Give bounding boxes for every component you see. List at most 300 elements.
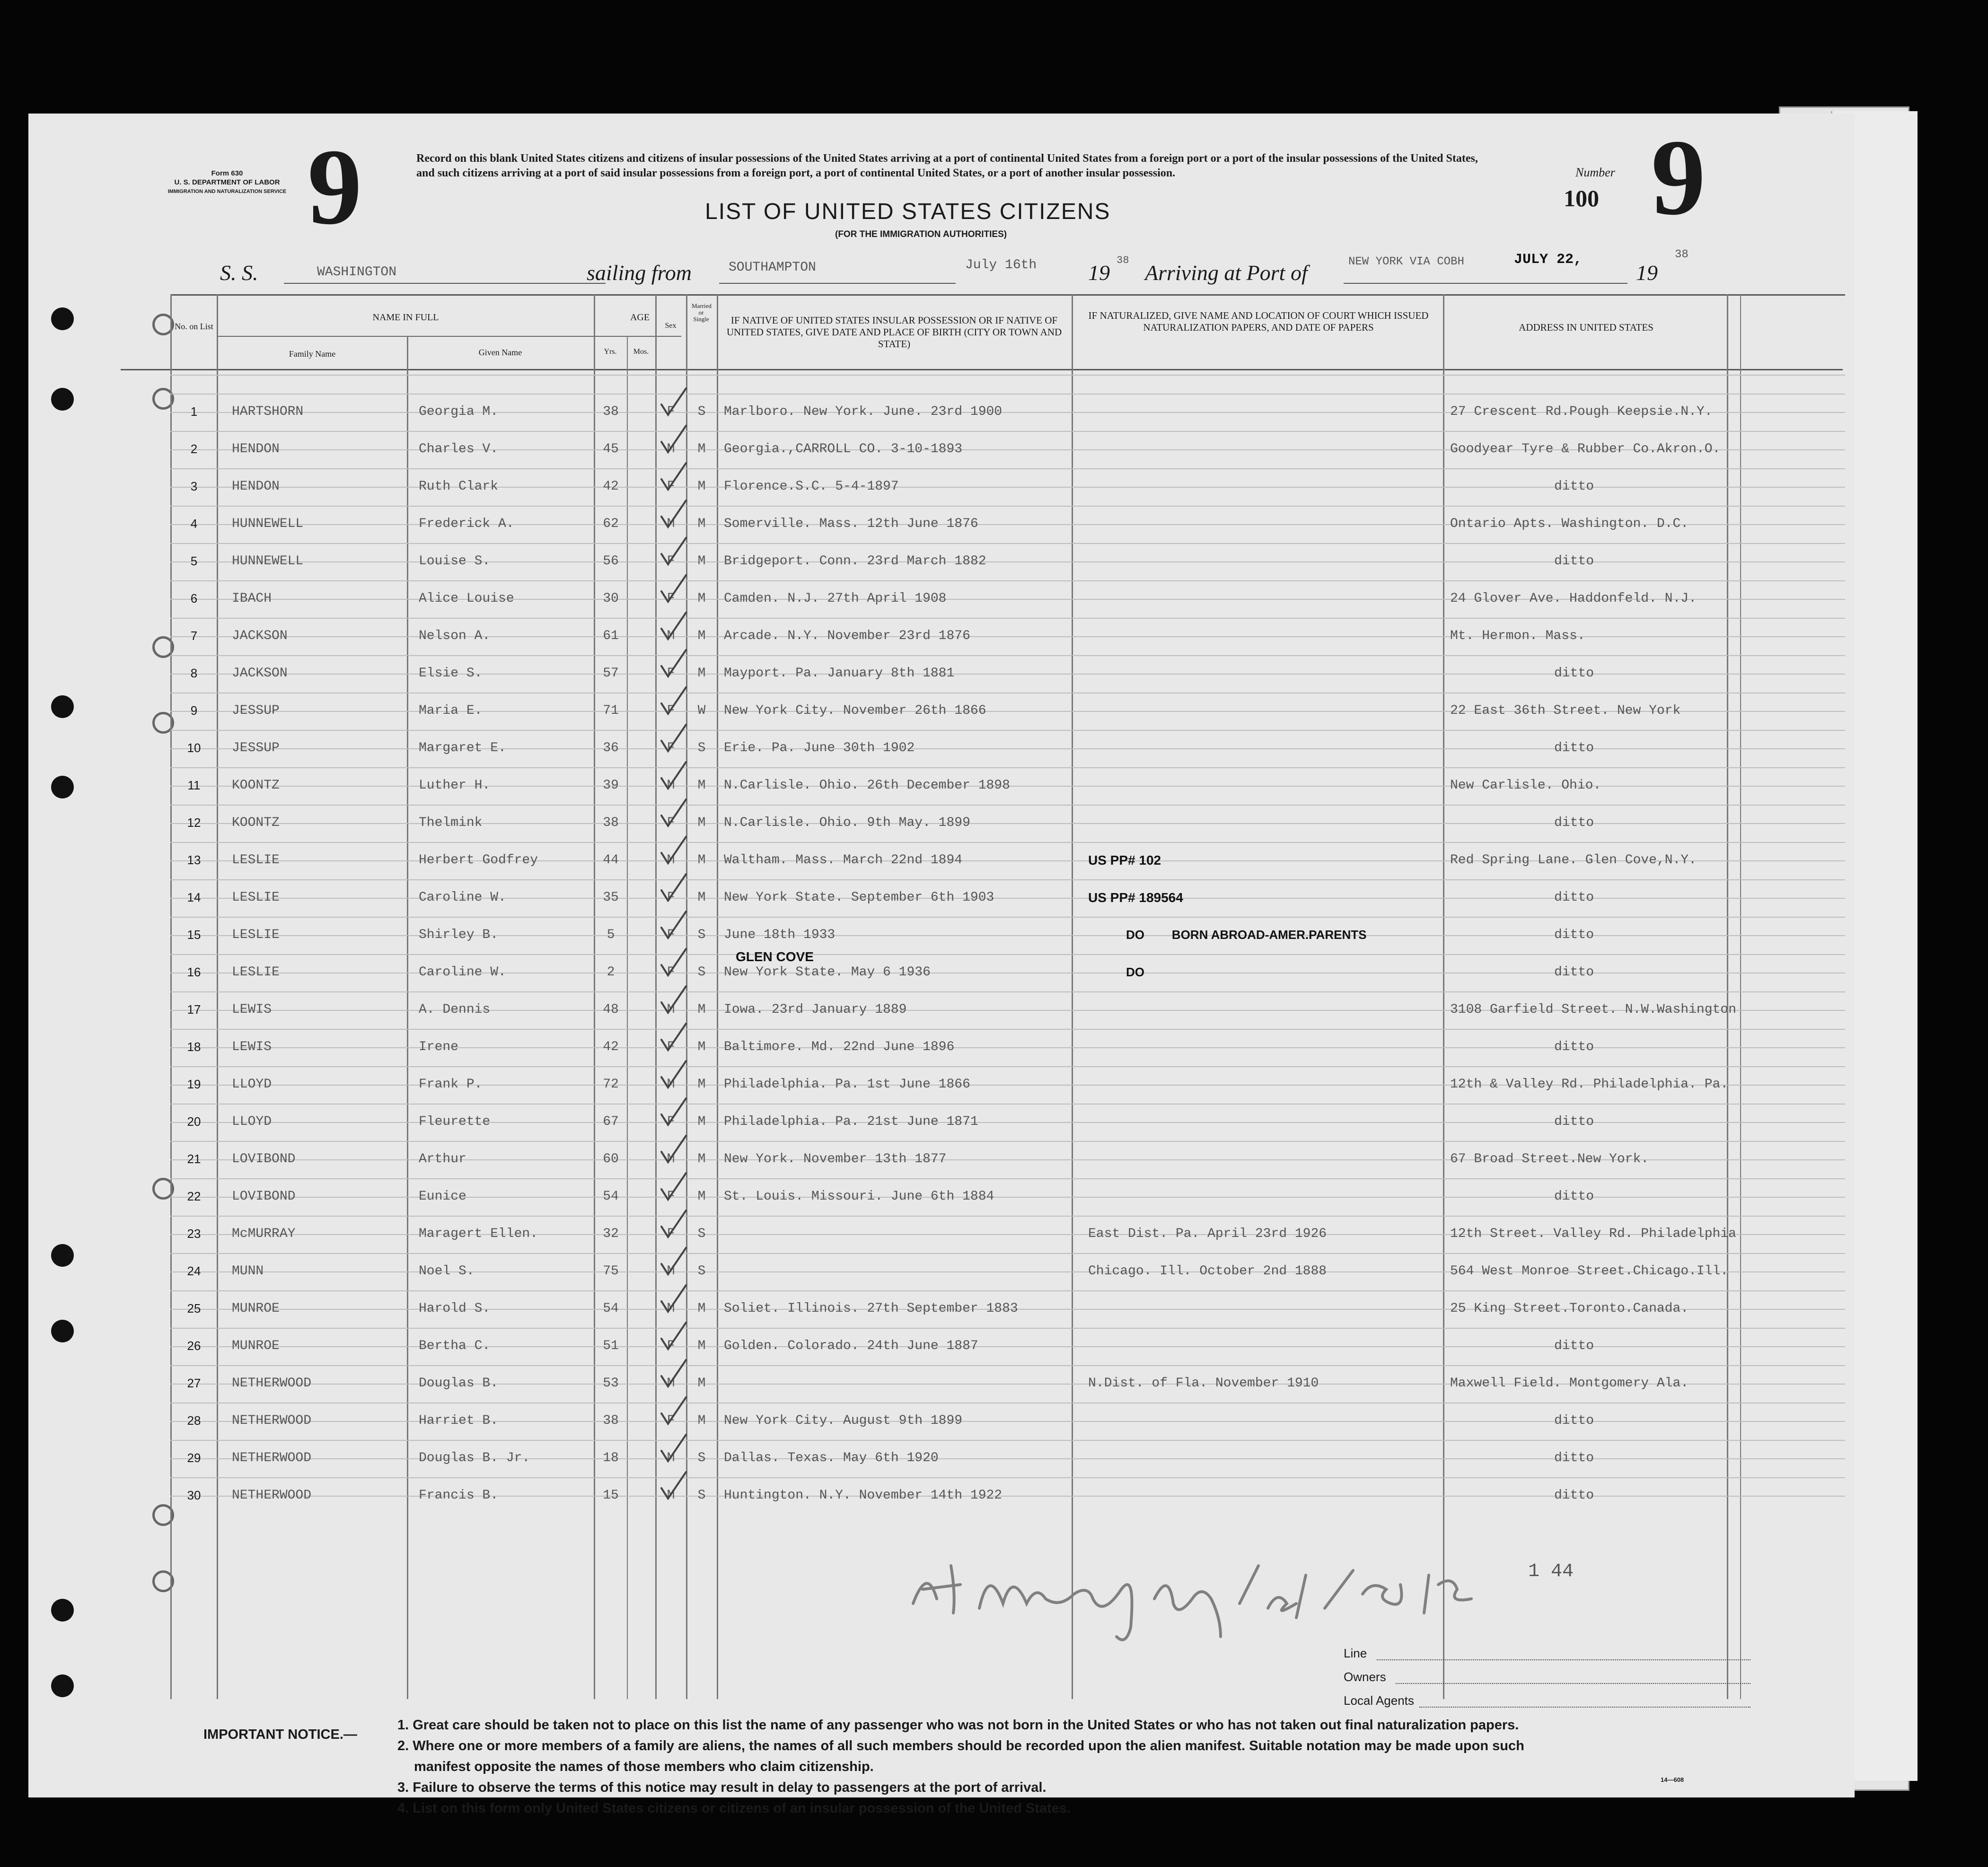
us-address: ditto	[1554, 1451, 1594, 1465]
birth-place-date: New York City. November 26th 1866	[724, 703, 986, 718]
us-address: 24 Glover Ave. Haddonfeld. N.J.	[1450, 591, 1697, 606]
birth-place-date: Philadelphia. Pa. 21st June 1871	[724, 1114, 978, 1129]
age-years: 48	[603, 1002, 619, 1017]
age-years: 2	[607, 965, 615, 980]
departure-port: SOUTHAMPTON	[729, 260, 816, 275]
marital-status: M	[697, 442, 706, 456]
check-mark-icon	[658, 460, 691, 496]
sex: F	[667, 741, 675, 755]
us-address: 12th Street. Valley Rd. Philadelphia	[1450, 1227, 1736, 1241]
sex: F	[667, 703, 675, 718]
page-mark: 1 44	[1528, 1561, 1574, 1582]
naturalization: US PP# 189564	[1088, 890, 1183, 905]
marital-status: S	[697, 965, 706, 980]
sex: F	[667, 479, 675, 494]
marital-status: S	[697, 1451, 706, 1465]
form-code: Form 630	[211, 169, 243, 177]
marital-status: S	[697, 1488, 706, 1503]
birth-place-date: Golden. Colorado. 24th June 1887	[724, 1339, 978, 1353]
age-years: 38	[603, 815, 619, 830]
birth-place-date: Soliet. Illinois. 27th September 1883	[724, 1301, 1018, 1316]
age-header-divider	[594, 336, 681, 337]
birth-place-date: New York City. August 9th 1899	[724, 1413, 963, 1428]
ship-underline	[284, 283, 606, 284]
col-header-age: AGE	[630, 312, 650, 323]
given-name: Elsie S.	[419, 666, 483, 681]
us-address: ditto	[1554, 815, 1594, 830]
us-address: Maxwell Field. Montgomery Ala.	[1450, 1376, 1689, 1391]
marital-status: S	[697, 404, 706, 419]
ruled-line	[170, 431, 1845, 432]
birth-place-date: Baltimore. Md. 22nd June 1896	[724, 1040, 955, 1054]
given-name: Thelmink	[419, 815, 483, 830]
us-address: 3108 Garfield Street. N.W.Washington	[1450, 1002, 1736, 1017]
us-address: ditto	[1554, 1413, 1594, 1428]
birth-place-date: Bridgeport. Conn. 23rd March 1882	[724, 554, 986, 569]
row-number: 28	[187, 1413, 201, 1428]
check-mark-icon	[658, 1432, 691, 1467]
ruled-line	[170, 1216, 1845, 1217]
page-title: LIST OF UNITED STATES CITIZENS	[705, 199, 1111, 224]
age-years: 71	[603, 703, 619, 718]
row-number: 9	[190, 703, 198, 718]
owners-field	[1396, 1683, 1750, 1685]
binder-hole	[51, 1244, 74, 1267]
notice-2: 2. Where one or more members of a family are aliens, the names of all such members should be recorded upon the alien manifest. Suitable notation may be made upon such	[397, 1738, 1524, 1753]
check-mark-icon	[658, 1096, 691, 1131]
header-instructions: Record on this blank United States citizens and citizens of insular possessions of the United States arriving at a port of continental United States from a foreign port or a port of the insular possessions of the United States, and such citizens arriving at a port of said insular possessions from a foreign port, a port of continental United States, or a port of another insular possession.	[416, 152, 1478, 179]
birth-place-date: Florence.S.C. 5-4-1897	[724, 479, 899, 494]
row-number: 15	[187, 928, 201, 942]
marital-status: S	[697, 1227, 706, 1241]
row-number: 29	[187, 1451, 201, 1465]
given-name: Frederick A.	[419, 517, 514, 531]
table-top-border	[170, 294, 1845, 296]
check-mark-icon	[658, 1021, 691, 1056]
us-address: ditto	[1554, 554, 1594, 569]
given-name: A. Dennis	[419, 1002, 491, 1017]
age-years: 38	[603, 404, 619, 419]
big-number-right: 9	[1651, 117, 1706, 237]
birth-place-date: Marlboro. New York. June. 23rd 1900	[724, 404, 1003, 419]
check-mark-icon	[658, 1469, 691, 1505]
ruled-line	[170, 655, 1845, 656]
check-mark-icon	[658, 1208, 691, 1243]
family-name: MUNN	[232, 1264, 264, 1279]
age-years: 54	[603, 1189, 619, 1204]
family-name: HUNNEWELL	[232, 517, 304, 531]
row-number: 26	[187, 1339, 201, 1353]
us-address: ditto	[1554, 1114, 1594, 1129]
sex: M	[667, 629, 675, 643]
sex: F	[667, 1040, 675, 1054]
birth-place-date: Camden. N.J. 27th April 1908	[724, 591, 947, 606]
row-number: 10	[187, 741, 201, 755]
check-mark-icon	[658, 1058, 691, 1094]
family-name: HARTSHORN	[232, 404, 304, 419]
row-number: 1	[190, 404, 198, 419]
marital-status: S	[697, 741, 706, 755]
age-years: 5	[607, 928, 615, 942]
age-years: 18	[603, 1451, 619, 1465]
family-name: KOONTZ	[232, 815, 280, 830]
given-name: Harriet B.	[419, 1413, 499, 1428]
col-header-sex: Sex	[665, 322, 677, 330]
given-name: Maragert Ellen.	[419, 1227, 538, 1241]
age-years: 75	[603, 1264, 619, 1279]
signature-drawing	[908, 1556, 1486, 1627]
col-header-married: Married or Single	[692, 302, 712, 323]
us-address: 22 East 36th Street. New York	[1450, 703, 1681, 718]
check-mark-icon	[658, 834, 691, 869]
owners-label: Owners	[1344, 1670, 1386, 1684]
given-name: Arthur	[419, 1152, 466, 1166]
ruled-line	[170, 805, 1845, 806]
family-name: NETHERWOOD	[232, 1451, 312, 1465]
naturalization: N.Dist. of Fla. November 1910	[1088, 1376, 1319, 1391]
family-name: LLOYD	[232, 1077, 272, 1092]
given-name: Herbert Godfrey	[419, 853, 538, 868]
header-bottom-border	[121, 369, 1843, 370]
row-number: 14	[187, 890, 201, 904]
given-name: Caroline W.	[419, 890, 506, 905]
arriving-label: Arriving at Port of	[1145, 261, 1308, 285]
marital-status: M	[697, 1301, 706, 1316]
given-name: Douglas B. Jr.	[419, 1451, 530, 1465]
check-mark-icon	[658, 871, 691, 907]
sex: M	[667, 1264, 675, 1279]
sex: F	[667, 591, 675, 606]
family-name: HENDON	[232, 479, 280, 494]
row-number: 30	[187, 1488, 201, 1502]
age-years: 67	[603, 1114, 619, 1129]
given-name: Charles V.	[419, 442, 499, 456]
age-years: 56	[603, 554, 619, 569]
notice-3: 3. Failure to observe the terms of this notice may result in delay to passengers at the port of arrival.	[397, 1780, 1047, 1795]
binder-hole	[51, 307, 74, 330]
given-name: Luther H.	[419, 778, 491, 793]
birth-place-date: New York State. September 6th 1903	[724, 890, 994, 905]
us-address: ditto	[1554, 1189, 1594, 1204]
check-mark-icon	[658, 1170, 691, 1206]
year-prefix: 19	[1088, 261, 1110, 285]
age-years: 62	[603, 517, 619, 531]
check-mark-icon	[658, 610, 691, 645]
manifest-sheet	[28, 114, 1855, 1816]
birth-place-date: Georgia.,CARROLL CO. 3-10-1893	[724, 442, 963, 456]
check-mark-icon	[658, 386, 691, 421]
marital-status: M	[697, 1152, 706, 1166]
ruled-line	[170, 618, 1845, 619]
col-divider	[217, 294, 218, 1699]
birth-place-date: Mayport. Pa. January 8th 1881	[724, 666, 955, 681]
marital-status: M	[697, 778, 706, 793]
col-header-given: Given Name	[478, 348, 522, 357]
given-name: Louise S.	[419, 554, 491, 569]
department: U. S. DEPARTMENT OF LABOR	[174, 178, 280, 186]
age-years: 42	[603, 479, 619, 494]
big-number-left: 9	[308, 126, 362, 247]
family-name: McMURRAY	[232, 1227, 296, 1241]
ruled-line	[170, 1253, 1845, 1254]
marital-status: M	[697, 1189, 706, 1204]
line-field	[1377, 1659, 1750, 1661]
given-name: Fleurette	[419, 1114, 491, 1129]
check-mark-icon	[658, 647, 691, 683]
col-header-no: No. on List	[175, 322, 213, 331]
notice-2-cont: manifest opposite the names of those members who claim citizenship.	[414, 1759, 874, 1774]
marital-status: S	[697, 1264, 706, 1279]
naturalization: DO BORN ABROAD-AMER.PARENTS	[1126, 928, 1367, 942]
given-name: Maria E.	[419, 703, 483, 718]
ruled-line	[170, 692, 1845, 693]
binder-hole	[51, 1320, 74, 1342]
sex: M	[667, 1488, 675, 1503]
age-years: 61	[603, 629, 619, 643]
sex: F	[667, 965, 675, 980]
given-name: Georgia M.	[419, 404, 499, 419]
age-years: 35	[603, 890, 619, 905]
col-divider	[627, 336, 628, 1699]
extra-birth-line: GLEN COVE	[736, 949, 814, 964]
check-mark-icon	[658, 1245, 691, 1280]
sex: M	[667, 853, 675, 868]
family-name: NETHERWOOD	[232, 1488, 312, 1503]
given-name: Frank P.	[419, 1077, 483, 1092]
sex: F	[667, 404, 675, 419]
marital-status: M	[697, 1040, 706, 1054]
notice-1: 1. Great care should be taken not to place on this list the name of any passenger who was not born in the United States or who has not taken out final naturalization papers.	[397, 1718, 1519, 1733]
age-years: 42	[603, 1040, 619, 1054]
check-mark-icon	[658, 572, 691, 608]
row-number: 20	[187, 1114, 201, 1129]
marital-status: M	[697, 591, 706, 606]
binder-hole	[51, 695, 74, 718]
age-years: 15	[603, 1488, 619, 1503]
us-address: 67 Broad Street.New York.	[1450, 1152, 1649, 1166]
ruled-line	[170, 468, 1845, 469]
sex: F	[667, 1413, 675, 1428]
us-address: ditto	[1554, 890, 1594, 905]
sex: M	[667, 1376, 675, 1391]
family-name: NETHERWOOD	[232, 1413, 312, 1428]
sex: M	[667, 1451, 675, 1465]
age-years: 60	[603, 1152, 619, 1166]
family-name: MUNROE	[232, 1301, 280, 1316]
birth-place-date: Dallas. Texas. May 6th 1920	[724, 1451, 939, 1465]
birth-place-date: N.Carlisle. Ohio. 26th December 1898	[724, 778, 1010, 793]
naturalization: US PP# 102	[1088, 853, 1161, 868]
ruled-line	[170, 1029, 1845, 1030]
naturalization: DO	[1126, 965, 1144, 979]
given-name: Irene	[419, 1040, 459, 1054]
us-address: ditto	[1554, 741, 1594, 755]
marital-status: S	[697, 928, 706, 942]
row-number: 5	[190, 554, 198, 568]
birth-place-date: Philadelphia. Pa. 1st June 1866	[724, 1077, 970, 1092]
check-mark-icon	[658, 983, 691, 1019]
birth-place-date: New York. November 13th 1877	[724, 1152, 947, 1166]
row-number: 12	[187, 815, 201, 830]
row-number: 23	[187, 1227, 201, 1241]
col-header-family: Family Name	[289, 349, 336, 359]
marital-status: M	[697, 1114, 706, 1129]
family-name: LESLIE	[232, 928, 280, 942]
us-address: ditto	[1554, 1040, 1594, 1054]
col-header-name: NAME IN FULL	[372, 312, 439, 323]
given-name: Noel S.	[419, 1264, 475, 1279]
check-mark-icon	[658, 535, 691, 570]
check-mark-icon	[658, 722, 691, 757]
check-mark-icon	[658, 759, 691, 795]
ruled-line	[170, 1066, 1845, 1067]
row-number: 18	[187, 1040, 201, 1054]
us-address: ditto	[1554, 1488, 1594, 1503]
family-name: LESLIE	[232, 965, 280, 980]
age-years: 72	[603, 1077, 619, 1092]
sex: M	[667, 1002, 675, 1017]
us-address: Goodyear Tyre & Rubber Co.Akron.O.	[1450, 442, 1721, 456]
binder-hole	[51, 388, 74, 411]
us-address: Mt. Hermon. Mass.	[1450, 629, 1585, 643]
row-number: 8	[190, 666, 198, 680]
inspector-signature	[908, 1556, 1486, 1638]
notice-heading: IMPORTANT NOTICE.—	[203, 1727, 357, 1742]
row-number: 21	[187, 1152, 201, 1166]
us-address: 12th & Valley Rd. Philadelphia. Pa.	[1450, 1077, 1729, 1092]
ruled-line	[170, 1290, 1845, 1291]
ruled-line	[170, 842, 1845, 843]
col-divider	[1443, 294, 1444, 1699]
birth-place-date: Somerville. Mass. 12th June 1876	[724, 517, 978, 531]
family-name: LOVIBOND	[232, 1189, 296, 1204]
age-years: 44	[603, 853, 619, 868]
sailing-label: sailing from	[587, 261, 692, 285]
sex: M	[667, 1301, 675, 1316]
row-number: 16	[187, 965, 201, 979]
marital-status: M	[697, 517, 706, 531]
marital-status: M	[697, 853, 706, 868]
given-name: Shirley B.	[419, 928, 499, 942]
us-address: 27 Crescent Rd.Pough Keepsie.N.Y.	[1450, 404, 1713, 419]
departure-underline	[719, 283, 956, 284]
col-header-yrs: Yrs.	[604, 348, 617, 356]
ss-label: S. S.	[220, 261, 258, 285]
arrival-year-prefix: 19	[1636, 261, 1658, 285]
col-divider	[170, 294, 172, 1699]
family-name: JESSUP	[232, 703, 280, 718]
age-years: 45	[603, 442, 619, 456]
birth-place-date: Erie. Pa. June 30th 1902	[724, 741, 915, 755]
marital-status: M	[697, 554, 706, 569]
sex: F	[667, 1114, 675, 1129]
us-address: ditto	[1554, 928, 1594, 942]
marital-status: W	[697, 703, 706, 718]
col-divider	[407, 336, 408, 1699]
col-divider	[717, 294, 718, 1699]
sex: M	[667, 1077, 675, 1092]
family-name: JESSUP	[232, 741, 280, 755]
ruled-line	[170, 1365, 1845, 1366]
age-years: 32	[603, 1227, 619, 1241]
form-ref-bottom: 14—608	[1661, 1776, 1684, 1783]
family-name: LEWIS	[232, 1040, 272, 1054]
sex: F	[667, 1227, 675, 1241]
given-name: Caroline W.	[419, 965, 506, 980]
birth-place-date: Iowa. 23rd January 1889	[724, 1002, 907, 1017]
us-address: ditto	[1554, 965, 1594, 980]
marital-status: M	[697, 629, 706, 643]
marital-status: M	[697, 1002, 706, 1017]
sex: F	[667, 554, 675, 569]
marital-status: M	[697, 815, 706, 830]
naturalization: Chicago. Ill. October 2nd 1888	[1088, 1264, 1327, 1279]
page-subtitle: (FOR THE IMMIGRATION AUTHORITIES)	[835, 229, 1007, 239]
family-name: JACKSON	[232, 629, 288, 643]
name-header-divider	[218, 336, 625, 337]
binder-hole	[51, 1674, 74, 1697]
row-number: 22	[187, 1189, 201, 1203]
col-header-mos: Mos.	[633, 348, 649, 356]
ruled-line	[170, 879, 1845, 880]
ruled-line	[170, 580, 1845, 581]
us-address: 25 King Street.Toronto.Canada.	[1450, 1301, 1689, 1316]
ruled-line	[170, 1141, 1845, 1142]
ruled-line	[170, 543, 1845, 544]
us-address: New Carlisle. Ohio.	[1450, 778, 1601, 793]
service: IMMIGRATION AND NATURALIZATION SERVICE	[167, 189, 287, 194]
check-mark-icon	[658, 1394, 691, 1430]
check-mark-icon	[658, 684, 691, 720]
year-suffix: 38	[1117, 254, 1129, 266]
us-address: ditto	[1554, 479, 1594, 494]
family-name: HUNNEWELL	[232, 554, 304, 569]
age-years: 38	[603, 1413, 619, 1428]
birth-place-date: Huntington. N.Y. November 14th 1922	[724, 1488, 1003, 1503]
ruled-line	[170, 954, 1845, 955]
age-years: 30	[603, 591, 619, 606]
check-mark-icon	[658, 909, 691, 944]
sex: M	[667, 442, 675, 456]
row-number: 11	[187, 778, 201, 792]
ruled-line	[170, 375, 1845, 376]
marital-status: M	[697, 1077, 706, 1092]
check-mark-icon	[658, 1357, 691, 1393]
row-number: 2	[190, 442, 198, 456]
age-years: 54	[603, 1301, 619, 1316]
col-header-naturalized: IF NATURALIZED, GIVE NAME AND LOCATION OF COURT WHICH ISSUED NATURALIZATION PAPERS, AND DATE OF PAPERS	[1088, 310, 1429, 333]
given-name: Ruth Clark	[419, 479, 499, 494]
sex: F	[667, 1339, 675, 1353]
ruled-line	[170, 1440, 1845, 1441]
col-divider	[1072, 294, 1073, 1699]
marital-status: M	[697, 1376, 706, 1391]
family-name: MUNROE	[232, 1339, 280, 1353]
family-name: IBACH	[232, 591, 272, 606]
birth-place-date: N.Carlisle. Ohio. 9th May. 1899	[724, 815, 970, 830]
number-value: 100	[1564, 185, 1599, 211]
sex: F	[667, 1189, 675, 1204]
given-name: Douglas B.	[419, 1376, 499, 1391]
row-number: 17	[187, 1002, 201, 1017]
sex: M	[667, 1152, 675, 1166]
us-address: ditto	[1554, 666, 1594, 681]
family-name: LESLIE	[232, 890, 280, 905]
check-mark-icon	[658, 1282, 691, 1318]
row-number: 27	[187, 1376, 201, 1390]
birth-place-date: June 18th 1933	[724, 928, 836, 942]
age-years: 36	[603, 741, 619, 755]
